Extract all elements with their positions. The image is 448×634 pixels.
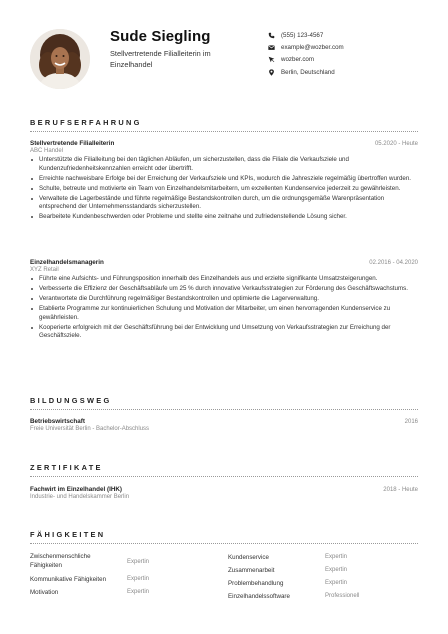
- bullet-item: Etablierte Programme zur kontinuierlichen Schulung und Motivation der Mitarbeiter, um einen hervorragenden Kundenservice zu gewährleisten.: [37, 305, 418, 322]
- contact-location: [268, 66, 344, 78]
- candidate-name: Sude Siegling: [110, 28, 211, 45]
- link-icon: [268, 56, 275, 63]
- profile-photo: [30, 29, 90, 89]
- skill-level: Professionell: [325, 593, 360, 599]
- skill-name: Motivation: [30, 589, 59, 596]
- contact-list: [268, 29, 344, 78]
- bullet-item: Erreichte nachweisbare Erfolge bei der Erreichung der Verkaufsziele und KPIs, wodurch die Jahresziele regelmäßig übertroffen wurden.: [37, 175, 418, 184]
- skill-level: Expertin: [127, 576, 150, 582]
- job-entry: [30, 140, 418, 223]
- certificate-issuer: Industrie- und Handelskammer Berlin: [30, 494, 130, 500]
- job-entry: [30, 259, 418, 342]
- skill-level: Expertin: [127, 589, 150, 595]
- skill-name: Einzelhandelssoftware: [228, 593, 290, 600]
- certificate-name: Fachwirt im Einzelhandel (IHK): [30, 486, 123, 493]
- bullet-item: Verbesserte die Effizienz der Geschäftsabläufe um 25 % durch innovative Verkaufsstrategien zur Förderung des Geschäftswachstums.: [37, 285, 418, 294]
- bullet-item: Kooperierte erfolgreich mit der Geschäftsführung bei der Entwicklung und Umsetzung von Verkaufsstrategien zur Erreichung der Geschäftsziele.: [37, 324, 418, 341]
- skill-name: Kommunikative Fähigkeiten: [30, 576, 107, 583]
- section-divider: [30, 543, 418, 544]
- mail-icon: [268, 44, 275, 51]
- certificate-entry: [30, 486, 418, 500]
- skill-name: Zwischenmenschliche Fähigkeiten: [30, 553, 91, 569]
- section-title-experience: BERUFSERFAHRUNG: [30, 118, 142, 127]
- location-pin-icon: [268, 69, 275, 76]
- location-text: Berlin, Deutschland: [281, 68, 335, 76]
- bullet-item: Unterstützte die Filialleitung bei den täglichen Abläufen, um sicherzustellen, dass die Filiale die Verkaufsziele und Kundenzufriedenheitskennzahlen erreicht oder übertrifft.: [37, 156, 418, 173]
- bullet-item: Verantwortete die Durchführung regelmäßiger Bestandskontrollen und optimierte die Lagerverwaltung.: [37, 295, 418, 304]
- skill-level: Expertin: [325, 580, 348, 586]
- job-company: XYZ Retail: [30, 267, 59, 273]
- skill-level: Expertin: [127, 559, 150, 565]
- skill-name: Problembehandlung: [228, 580, 284, 587]
- job-bullets: [30, 156, 418, 222]
- degree: Betriebswirtschaft: [30, 418, 85, 425]
- website-text: wozber.com: [281, 56, 315, 64]
- job-position: Einzelhandelsmanagerin: [30, 259, 104, 266]
- school: Freie Universität Berlin - Bachelor-Abschluss: [30, 426, 150, 432]
- job-company: ABC Handel: [30, 148, 64, 154]
- section-divider: [30, 409, 418, 410]
- job-date: 02.2016 - 04.2020: [369, 260, 418, 266]
- skill-level: Expertin: [325, 554, 348, 560]
- candidate-role: Stellvertretende Filialleiterin im Einzelhandel: [110, 49, 211, 69]
- phone-icon: [268, 32, 275, 39]
- bullet-item: Schulte, betreute und motivierte ein Team von Einzelhandelsmitarbeitern, um exzellenten Kundenservice jederzeit zu gewährleisten.: [37, 185, 418, 194]
- skill-level: Expertin: [325, 567, 348, 573]
- certificate-date: 2018 - Heute: [383, 487, 418, 493]
- contact-email: [268, 41, 344, 53]
- job-position: Stellvertretende Filialleiterin: [30, 140, 115, 147]
- contact-phone: [268, 29, 344, 41]
- bullet-item: Verwaltete die Lagerbestände und führte regelmäßige Bestandskontrollen durch, um die ordnungsgemäße Warenpräsentation entsprechend der Unternehmensstandards sicherzustellen.: [37, 195, 418, 212]
- phone-text: (555) 123-4567: [281, 31, 324, 39]
- bullet-item: Bearbeitete Kundenbeschwerden oder Probleme und stellte eine zeitnahe und zufriedenstellende Lösung sicher.: [37, 213, 418, 222]
- section-divider: [30, 131, 418, 132]
- section-title-skills: FÄHIGKEITEN: [30, 530, 106, 539]
- email-text: example@wozber.com: [281, 43, 344, 51]
- education-entry: [30, 418, 418, 432]
- skill-name: Zusammenarbeit: [228, 567, 275, 574]
- education-year: 2016: [404, 419, 418, 425]
- job-date: 05.2020 - Heute: [374, 141, 418, 147]
- section-divider: [30, 476, 418, 477]
- bullet-item: Führte eine Aufsichts- und Führungsposition innerhalb des Einzelhandels aus und erzielte signifikante Umsatzsteigerungen.: [37, 275, 418, 284]
- section-title-certificates: ZERTIFIKATE: [30, 463, 103, 472]
- contact-website: [268, 54, 344, 66]
- skill-name: Kundenservice: [228, 554, 269, 561]
- job-bullets: [30, 275, 418, 341]
- section-title-education: BILDUNGSWEG: [30, 396, 112, 405]
